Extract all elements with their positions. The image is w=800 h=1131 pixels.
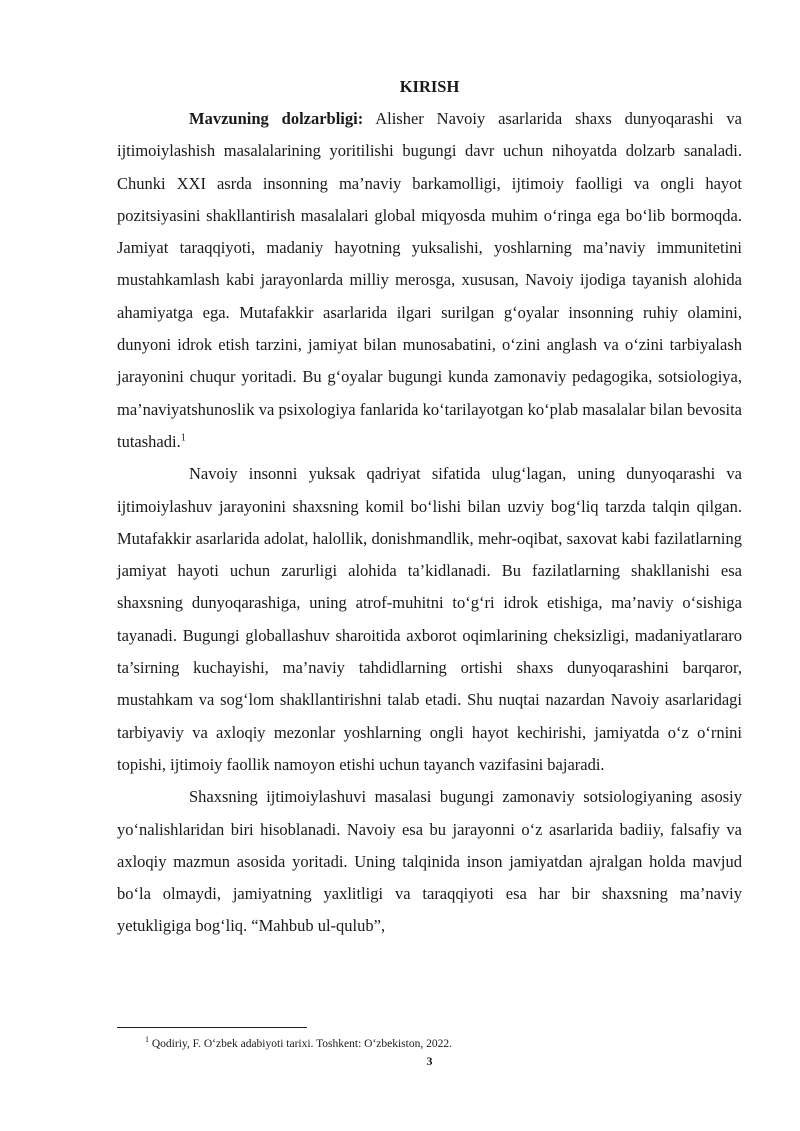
paragraph-text: Navoiy insonni yuksak qadriyat sifatida ulug‘lagan, uning dunyoqarashi va ijtimoiylashuv jarayonini shaxsning komil bo‘lishi bilan uzviy bog‘liq tarzda talqin qilgan. Mutafakkir asarlarida adolat, halollik, donishmandlik, mehr-oqibat, saxovat kabi fazilatlarning jamiyat hayoti uchun zarurligi alohida ta’kidlanadi. Bu fazilatlarning shakllanishi esa shaxsning dunyoqarashiga, uning atrof-muhitni to‘g‘ri idrok etishiga, ma’naviy o‘sishiga tayanadi. Bugungi globallashuv sharoitida axborot oqimlarining cheksizligi, madaniyatlararo ta’sirning kuchayishi, ma’naviy tahdidlarning ortishi shaxs dunyoqarashini barqaror, mustahkam va sog‘lom shakllantirishni talab etadi. Shu nuqtai nazardan Navoiy asarlaridagi tarbiyaviy va axloqiy mezonlar yoshlarning ongli hayot kechirishi, jamiyatda o‘z o‘rnini topishi, ijtimoiy faollik namoyon etishi uchun tayanch vazifasini bajaradi. <box>117 464 742 774</box>
paragraph-text: Shaxsning ijtimoiylashuvi masalasi bugungi zamonaviy sotsiologiyaning asosiy yo‘nalishlaridan biri hisoblanadi. Navoiy esa bu jarayonni o‘z asarlarida badiiy, falsafiy va axloqiy mazmun asosida yoritadi. Uning talqinida inson jamiyatdan ajralgan holda mavjud bo‘la olmaydi, jamiyatning yaxlitligi va taraqqiyoti esa har bir shaxsning ma’naviy yetukligiga bog‘liq. “Mahbub ul-qulub”, <box>117 787 742 936</box>
paragraph <box>117 458 742 781</box>
footnote-separator <box>117 1027 307 1028</box>
paragraph <box>117 781 742 942</box>
relevance-lead: Mavzuning dolzarbligi: <box>189 109 364 128</box>
footnote-number: 1 <box>145 1035 149 1045</box>
footnote-reference: 1 <box>180 432 186 444</box>
page-number: 3 <box>426 1054 433 1068</box>
paragraph-relevance <box>117 103 742 458</box>
footnote <box>145 1037 742 1052</box>
body-text <box>117 103 742 943</box>
chapter-heading: KIRISH <box>399 77 460 96</box>
paragraph-text: Alisher Navoiy asarlarida shaxs dunyoqarashi va ijtimoiylashish masalalarining yoritilishi bugungi davr uchun nihoyatda dolzarb sanaladi. Chunki XXI asrda insonning ma’naviy barkamolligi, ijtimoiy faolligi va ongli hayot pozitsiyasini shakllantirish masalalari global miqyosda muhim o‘ringa ega bo‘lib bormoqda. Jamiyat taraqqiyoti, madaniy hayotning yuksalishi, yoshlarning ma’naviy immunitetini mustahkamlash kabi jarayonlarda milliy merosga, xususan, Navoiy ijodiga tayanish alohida ahamiyatga ega. Mutafakkir asarlarida ilgari surilgan g‘oyalar insonning ruhiy olamini, dunyoni idrok etish tarzini, jamiyat bilan munosabatini, o‘zini anglash va o‘zini tarbiyalash jarayonini chuqur yoritadi. Bu g‘oyalar bugungi kunda zamonaviy pedagogika, sotsiologiya, ma’naviyatshunoslik va psixologiya fanlarida ko‘tarilayotgan ko‘plab masalalar bilan bevosita tutashadi. <box>117 109 743 451</box>
footnote-text: Qodiriy, F. O‘zbek adabiyoti tarixi. Toshkent: O‘zbekiston, 2022. <box>149 1038 452 1050</box>
